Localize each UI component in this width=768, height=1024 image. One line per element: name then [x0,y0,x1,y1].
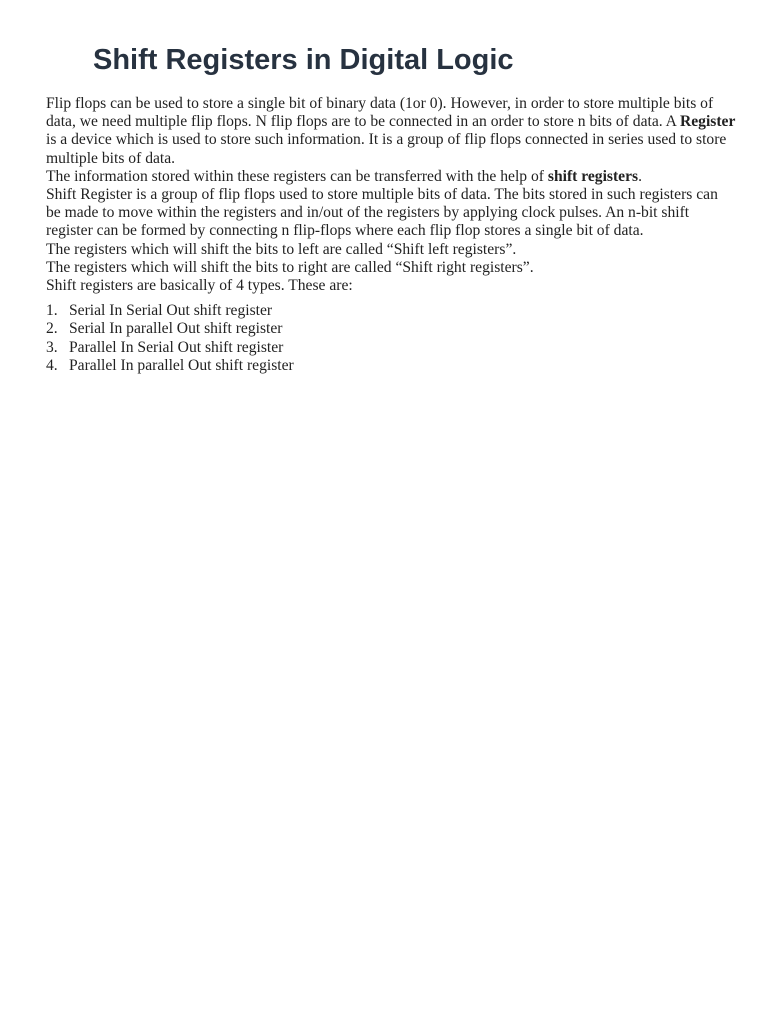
paragraph-shift-left: The registers which will shift the bits to left are called “Shift left registers”. [46,240,517,258]
list-item-label: Parallel In Serial Out shift register [69,338,284,356]
list-item-label: Parallel In parallel Out shift register [69,356,294,374]
paragraph-transfer [46,168,736,186]
paragraph-register-intro [46,95,736,168]
page-title: Shift Registers in Digital Logic [93,44,514,76]
paragraph-text: . [638,167,643,185]
list-item-label: Serial In parallel Out shift register [69,320,283,338]
paragraph-shift-right: The registers which will shift the bits to right are called “Shift right registers”. [46,258,534,276]
list-item-number: 3. [46,338,58,356]
document-body [46,95,736,375]
list-item [46,320,736,338]
bold-term-shift-registers: shift registers [547,167,639,185]
list-item [46,357,736,375]
list-item-label: Serial In Serial Out shift register [69,302,273,320]
list-item [46,339,736,357]
list-item-number: 2. [46,320,58,338]
paragraph-text: Flip flops can be used to store a single bit of binary data (1or 0). However, in order to store multiple bits of data, we need multiple flip flops. N flip flops are to be connected in an order to store n bits of data. A [46,95,714,131]
paragraph-shift-register-definition: Shift Register is a group of flip flops used to store multiple bits of data. The bits stored in such registers can be made to move within the registers and in/out of the registers by applying clock pulses. An n-bit shift register can be formed by connecting n flip-flops where each flip flop stores a single bit of data. [46,186,718,240]
bold-term-register: Register [679,113,736,131]
list-item [46,302,736,320]
shift-register-types-list [46,302,736,375]
paragraph-types-intro: Shift registers are basically of 4 types. These are: [46,277,353,295]
list-item-number: 1. [46,302,58,320]
paragraph-text: is a device which is used to store such information. It is a group of flip flops connected in series used to store multiple bits of data. [46,131,727,167]
paragraph-text: The information stored within these registers can be transferred with the help of [46,167,548,185]
list-item-number: 4. [46,356,58,374]
